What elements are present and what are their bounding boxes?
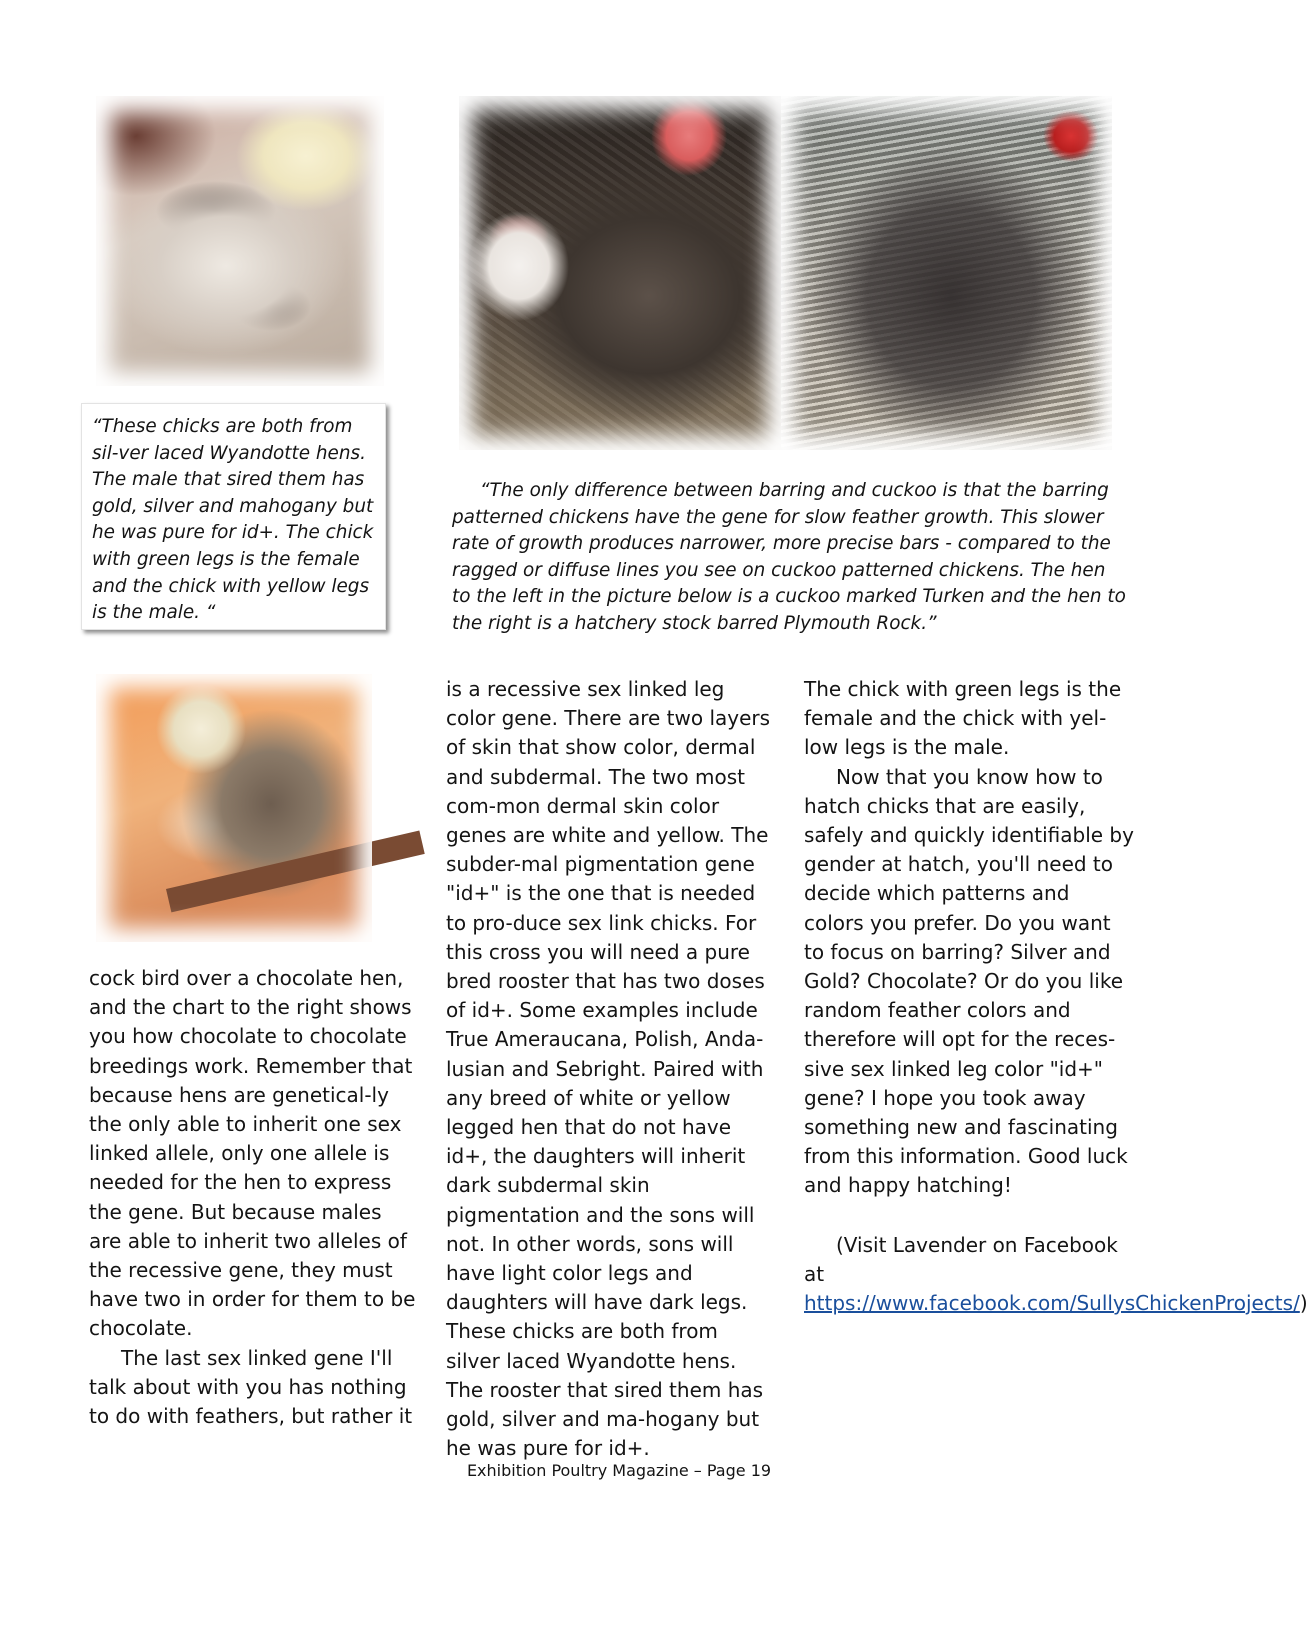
facebook-link[interactable]: https://www.facebook.com/SullysChickenProjects/ <box>804 1291 1300 1316</box>
chick-on-perch-photo <box>96 674 372 942</box>
caption-barring-cuckoo-text: “The only difference between barring and cuckoo is that the barring patterned chickens have the gene for slow feather growth. This slower rate of growth produces narrower, more precise bars - compared to the ragged or diffuse lines you see on cuckoo patterned chickens. The hen to the left in the picture below is a cuckoo marked Turken and the hen to the right is a hatchery stock barred Plymouth Rock.” <box>452 480 1126 634</box>
barred-plymouth-rock-photo <box>781 96 1112 450</box>
article-column-right <box>804 675 1308 1318</box>
paragraph: Now that you know how to hatch chicks that are easily, safely and quickly identifiable by gender at hatch, you'll need to decide which patterns and colors you prefer. Do you want to focus on barring? Silver and Gold? Chocolate? Or do you like random feather colors and therefore will opt for the reces-sive sex linked leg color "id+" gene? I hope you took away something new and fascinating from this information. Good luck and happy hatching! <box>804 764 1134 1198</box>
visit-suffix: ) <box>1299 1291 1308 1316</box>
paragraph: is a recessive sex linked leg color gene. There are two layers of skin that show color, dermal and subdermal. The two most com-mon dermal skin color genes are white and yellow. The subder-mal pigmentation gene "id+" is the one that is needed to pro-duce sex link chicks. For this cross you will need a pure bred rooster that has two doses of id+. Some examples include True Ameraucana, Polish, Anda-lusian and Sebright. Paired with any breed of white or yellow legged hen that do not have id+, the daughters will inherit dark subdermal skin pigmentation and the sons will not. In other words, sons will have light color legs and daughters will have dark legs. These chicks are both from silver laced Wyandotte hens. The rooster that sired them has gold, silver and ma-hogany but he was pure for id+. <box>446 677 771 1461</box>
paragraph: The last sex linked gene I'll talk about with you has nothing to do with feathers, but rather it <box>89 1345 413 1429</box>
facebook-visit-note <box>804 1231 1308 1319</box>
paragraph: cock bird over a chocolate hen, and the chart to the right shows you how chocolate to chocolate breedings work. Remember that because hens are genetical-ly the only able to inherit one sex linked allele, only one allele is needed for the hen to express the gene. But because males are able to inherit two alleles of the recessive gene, they must have two in order for them to be chocolate. <box>89 966 416 1341</box>
perch-shape <box>166 831 425 913</box>
visit-prefix: (Visit Lavender on Facebook at <box>804 1232 1118 1286</box>
paragraph: The chick with green legs is the female and the chick with yel-low legs is the male. <box>804 677 1122 760</box>
article-column-left <box>89 964 419 1431</box>
caption-barring-cuckoo <box>452 478 1127 638</box>
two-chicks-photo <box>96 96 384 386</box>
article-column-middle <box>446 675 776 1463</box>
page-footer: Exhibition Poultry Magazine – Page 19 <box>466 1461 772 1480</box>
cuckoo-turken-photo <box>459 96 781 450</box>
caption-box-chicks <box>81 403 386 630</box>
caption-chicks-text: “These chicks are both from sil-ver laced Wyandotte hens. The male that sired them has gold, silver and mahogany but he was pure for id+. The chick with green legs is the female and the chick with yellow legs is the male. “ <box>92 416 374 624</box>
